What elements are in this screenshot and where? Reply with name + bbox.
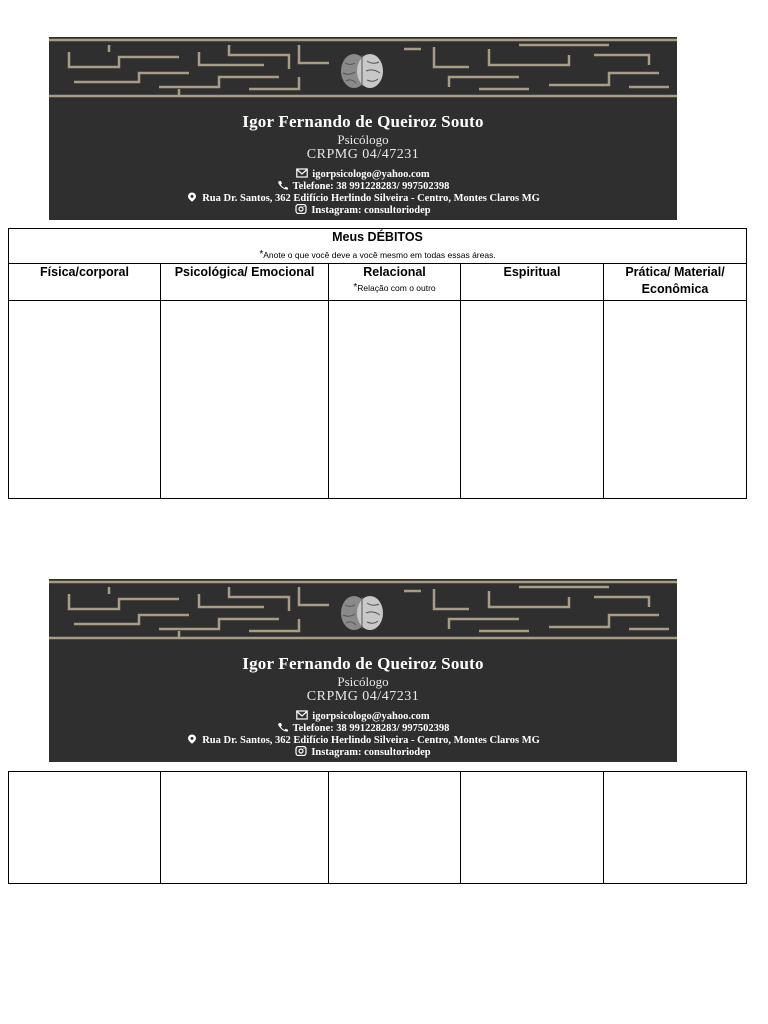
card-email[interactable]: igorpsicologo@yahoo.com bbox=[312, 711, 430, 722]
location-icon bbox=[186, 734, 198, 744]
debts-table bbox=[8, 228, 747, 499]
card-instagram[interactable]: Instagram: consultoriodep bbox=[311, 205, 431, 216]
card-profession: Psicólogo bbox=[337, 674, 389, 689]
brain-logo bbox=[339, 51, 385, 91]
card-address: Rua Dr. Santos, 362 Edifício Herlindo Silveira - Centro, Montes Claros MG bbox=[202, 193, 540, 204]
entry-cell-relacional[interactable] bbox=[329, 301, 461, 499]
card-phone: Telefone: 38 991228283/ 997502398 bbox=[292, 723, 450, 734]
entry-cell-relacional[interactable] bbox=[329, 772, 461, 884]
column-header-psicologica: Psicológica/ Emocional bbox=[161, 264, 329, 301]
email-icon bbox=[296, 168, 308, 178]
card-email-line bbox=[49, 168, 677, 180]
card-registration: CRPMG 04/47231 bbox=[306, 147, 420, 162]
location-icon bbox=[186, 192, 198, 202]
column-subnote-relacional: *Relação com o outro bbox=[353, 282, 436, 293]
card-instagram-line bbox=[49, 746, 677, 758]
card-address-line bbox=[49, 734, 677, 746]
card-email[interactable]: igorpsicologo@yahoo.com bbox=[312, 169, 430, 180]
email-icon bbox=[296, 710, 308, 720]
table-title: Meus DÉBITOS bbox=[332, 230, 423, 244]
card-name: Igor Fernando de Queiroz Souto bbox=[242, 654, 484, 673]
column-header-fisica: Física/corporal bbox=[9, 264, 161, 301]
column-header-espiritual: Espiritual bbox=[461, 264, 604, 301]
card-email-line bbox=[49, 710, 677, 722]
entry-cell-psicologica[interactable] bbox=[161, 772, 329, 884]
entry-cell-pratica[interactable] bbox=[604, 772, 747, 884]
entry-cell-fisica[interactable] bbox=[9, 301, 161, 499]
table-title-cell bbox=[9, 229, 747, 264]
debts-table-continued bbox=[8, 771, 747, 884]
table-note: *Anote o que você deve a você mesmo em todas essas áreas. bbox=[259, 249, 496, 260]
card-address: Rua Dr. Santos, 362 Edifício Herlindo Silveira - Centro, Montes Claros MG bbox=[202, 735, 540, 746]
card-instagram[interactable]: Instagram: consultoriodep bbox=[311, 747, 431, 758]
brain-logo bbox=[339, 593, 385, 633]
instagram-icon bbox=[295, 746, 307, 756]
instagram-icon bbox=[295, 204, 307, 214]
entry-cell-espiritual[interactable] bbox=[461, 301, 604, 499]
card-name: Igor Fernando de Queiroz Souto bbox=[242, 112, 484, 131]
entry-cell-pratica[interactable] bbox=[604, 301, 747, 499]
card-phone-line bbox=[49, 180, 677, 192]
column-header-pratica: Prática/ Material/ Econômica bbox=[604, 264, 747, 301]
card-phone-line bbox=[49, 722, 677, 734]
entry-cell-psicologica[interactable] bbox=[161, 301, 329, 499]
phone-icon bbox=[277, 722, 289, 732]
business-card-banner bbox=[49, 37, 677, 220]
entry-cell-espiritual[interactable] bbox=[461, 772, 604, 884]
phone-icon bbox=[277, 180, 289, 190]
column-header-relacional: Relacional *Relação com o outro bbox=[329, 264, 461, 301]
business-card-banner bbox=[49, 579, 677, 762]
entry-cell-fisica[interactable] bbox=[9, 772, 161, 884]
card-instagram-line bbox=[49, 204, 677, 216]
card-phone: Telefone: 38 991228283/ 997502398 bbox=[292, 181, 450, 192]
card-registration: CRPMG 04/47231 bbox=[306, 689, 420, 704]
card-address-line bbox=[49, 192, 677, 204]
card-profession: Psicólogo bbox=[337, 132, 389, 147]
